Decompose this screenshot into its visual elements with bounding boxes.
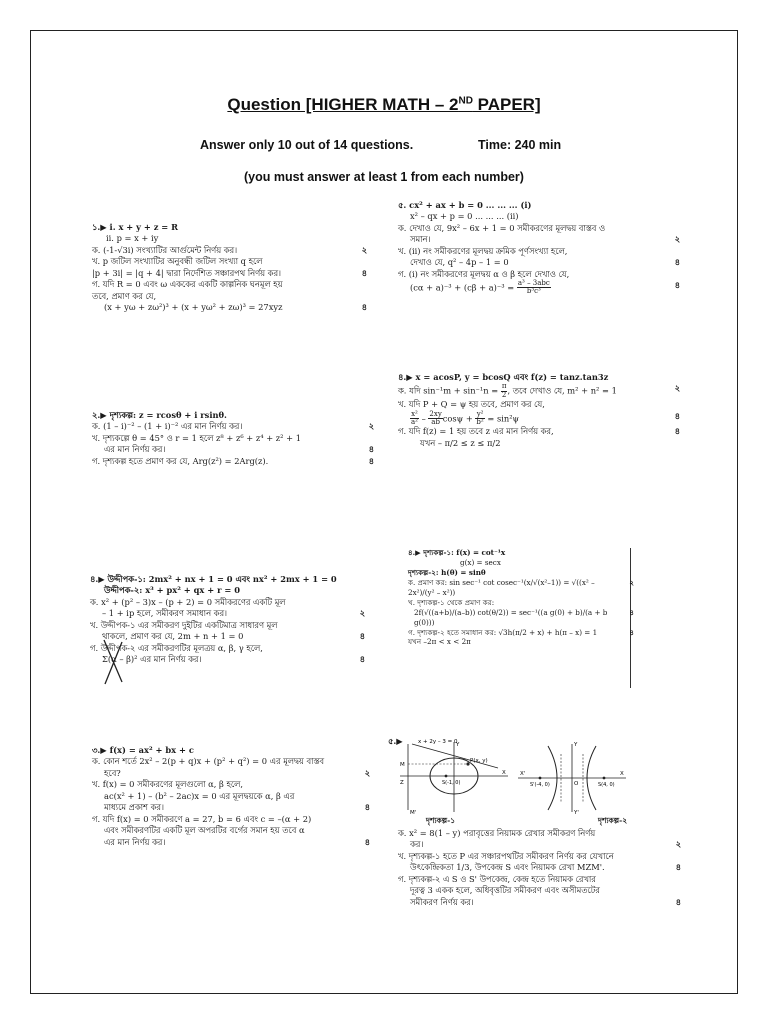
part-b: খ. উদ্দীপক-১ এর সমীকরণ দুইটির একটিমাত্র সাধারণ মূল xyxy=(90,619,278,630)
figures xyxy=(388,736,628,816)
question-1 xyxy=(92,222,367,314)
svg-text:x + 2y – 3 = 0: x + 2y – 3 = 0 xyxy=(418,739,458,745)
stem-line: দৃশ্যকল্প: z = rcosθ + i rsinθ. xyxy=(109,410,227,420)
part-a: ক. x² + (p² – 3)x – (p + 2) = 0 সমীকরণের একটি মূল xyxy=(90,596,286,607)
part-c: গ. উদ্দীপক-২ এর সমীকরণটির মূলত্রয় α, β, γ হলে, xyxy=(90,642,263,653)
part-c: গ. যদি f(z) = 1 হয় তবে z এর মান নির্ণয় কর, ৪ xyxy=(398,426,680,437)
question-8 xyxy=(388,736,681,908)
part-c-cont: Σ(α – β)² এর মান নির্ণয় কর। ৪ xyxy=(102,654,365,665)
svg-text:X: X xyxy=(620,771,624,777)
part-b-formula: $\frac{\text{x²}}{\text{a²}}$ – $\frac{2xy}{ab}$ cosψ + $\frac{\text{y²}}{\text{b²}}$ = sin²ψ ৪ xyxy=(411,409,680,426)
mark: ৪ xyxy=(675,862,681,873)
figure-2-label: দৃশ্যকল্প-২ xyxy=(598,816,628,825)
stem-line: উদ্দীপক-২: x³ + px² + qx + r = 0 xyxy=(104,585,240,596)
mark: ২ xyxy=(364,767,370,778)
part-c-cont: তবে, প্রমাণ কর যে, xyxy=(92,290,157,301)
figure-1-label: দৃশ্যকল্প-১ xyxy=(426,816,456,825)
part-c-formula: (cα + a)⁻³ + (cβ + a)⁻³ = $\frac{\text{a³ – 3abc}}{\text{b³c³}}$ ৪ xyxy=(410,279,680,296)
svg-text:O: O xyxy=(574,781,579,787)
svg-text:Y: Y xyxy=(574,742,578,748)
part-a: ক. x² = 8(1 – y) পরাবৃত্তের নিয়ামক রেখার সমীকরণ নির্ণয় xyxy=(398,828,596,838)
mark: ২ xyxy=(368,421,374,432)
svg-text:S'(-4, 0): S'(-4, 0) xyxy=(530,782,550,788)
part-a-cont: – 1 + ip হলে, সমীকরণ সমাধান কর। ২ xyxy=(102,608,365,619)
mark: ৪ xyxy=(674,426,680,437)
question-7 xyxy=(408,548,634,647)
part-c: গ. দৃশ্যকল্প হতে প্রমাণ কর যে, Arg(z²) = 2Arg(z). ৪ xyxy=(92,455,374,466)
part-b-cont: ac(x² + 1) – (b² – 2ac)x = 0 এর মূলদ্বয়কে α, β এর xyxy=(104,790,295,801)
equation-ii: x² – qx + p = 0 ... ... ... (ii) xyxy=(410,211,519,222)
mark: ৪ xyxy=(674,410,680,421)
part-a: ক. কোন শর্তে 2x² – 2(p + q)x + (p² + q²) = 0 এর মূলদ্বয় বাস্তব xyxy=(92,756,325,767)
question-number: ৪.▶ xyxy=(408,548,421,557)
svg-text:S(4, 0): S(4, 0) xyxy=(598,782,615,788)
question-6 xyxy=(398,372,680,449)
question-5 xyxy=(398,200,680,296)
svg-text:X': X' xyxy=(520,771,526,777)
mark: ৪ xyxy=(674,257,680,268)
svg-text:M: M xyxy=(400,762,405,768)
question-number: ৩.▶ xyxy=(92,745,107,755)
stem-line: i. x + y + z = R xyxy=(109,222,179,232)
part-c-cont: এবং সমীকরণটির একটি মূল অপরটির বর্গের সমান হয় তবে α xyxy=(104,825,305,836)
mark: ২ xyxy=(675,839,681,850)
part-b-cont: এর মান নির্ণয় কর। ৪ xyxy=(104,444,374,455)
mark: ৪ xyxy=(629,607,634,617)
part-b: খ. দৃশ্যকল্প-১ থেকে প্রমাণ কর: xyxy=(408,597,495,607)
part-b: খ. যদি P + Q = ψ হয় তবে, প্রমাণ কর যে, xyxy=(398,399,545,410)
mark: ২ xyxy=(629,577,634,587)
question-4 xyxy=(92,745,370,848)
mark: ৪ xyxy=(675,896,681,907)
part-b-formula: 2f(√((a+b)/(a–b)) cot(θ/2)) = sec⁻¹((a g(0) + b)/(a + b g(0))) ৪ xyxy=(414,607,634,627)
instruction-text: Answer only 10 out of 14 questions. xyxy=(200,138,414,152)
part-c-cont: এর মান নির্ণয় কর। ৪ xyxy=(104,836,370,847)
question-number: ২.▶ xyxy=(92,410,107,420)
question-2 xyxy=(92,410,374,467)
part-b: খ. (ii) নং সমীকরণের মূলদ্বয় ক্রমিক পূর্ণসংখ্যা হলে, xyxy=(398,245,568,256)
stem-line: উদ্দীপক-১: 2mx² + nx + 1 = 0 এবং nx² + 2mx + 1 = 0 xyxy=(107,574,337,584)
time-text: Time: 240 min xyxy=(478,138,562,152)
part-a-cont: কর। ২ xyxy=(410,839,681,850)
part-c-cont: সমীকরণ নির্ণয় কর। ৪ xyxy=(410,896,681,907)
equation-i: cx² + ax + b = 0 ... ... ... (i) xyxy=(409,200,532,210)
stem-line: g(x) = secx xyxy=(460,557,501,567)
part-b-cont: |p + 3i| = |q + 4| দ্বারা নির্দেশিত সঞ্চারপথ নির্ণয় কর। ৪ xyxy=(92,267,367,278)
part-b: খ. দৃশ্যকল্প-১ হতে P এর সঞ্চারপথটির সমীকরণ নির্ণয় কর যেখানে xyxy=(398,850,614,861)
part-b: খ. দৃশ্যকল্পে θ = 45° ও r = 1 হলে z⁸ + z⁶ + z⁴ + z² + 1 xyxy=(92,432,302,443)
svg-text:S(-1, 0): S(-1, 0) xyxy=(442,780,461,786)
mark: ৪ xyxy=(629,627,634,637)
part-a: ক. দেখাও যে, 9x² – 6x + 1 = 0 সমীকরণের মূলদ্বয় বাস্তব ও xyxy=(398,222,606,233)
stem-line: f(x) = ax² + bx + c xyxy=(109,745,194,755)
mark: ২ xyxy=(674,234,680,245)
part-c-cont: দূরত্ব 3 একক হলে, অধিবৃত্তটির সমীকরণ এবং অসীমতটের xyxy=(410,885,600,896)
mark: ২ xyxy=(359,608,365,619)
stem-line: x = acosP, y = bcosQ এবং f(z) = tanz.tan3z xyxy=(415,372,609,382)
mark: ৪ xyxy=(368,444,374,455)
stem-line: দৃশ্যকল্প-১: f(x) = cot⁻¹x xyxy=(423,548,506,557)
part-c-formula: (x + yω + zω²)³ + (x + yω² + zω)³ = 27xyz ৪ xyxy=(104,302,367,313)
part-a-cont: হবে? ২ xyxy=(104,767,370,778)
part-a: ক. প্রমাণ কর: sin sec⁻¹ cot cosec⁻¹(x/√(x²–1)) = √((x² – 2x²)/(y² – x²)) ২ xyxy=(408,577,634,597)
stem-line: দৃশ্যকল্প-২: h(θ) = sinθ xyxy=(408,567,486,577)
mark: ৪ xyxy=(364,802,370,813)
question-number: ১.▶ xyxy=(92,222,107,232)
part-c: গ. যদি R = 0 এবং ω এককের একটি কাল্পনিক ঘনমূল হয় xyxy=(92,279,283,290)
part-b-cont: দেখাও যে, q² – 4p – 1 = 0 ৪ xyxy=(410,257,680,268)
part-b-cont: উৎকেন্দ্রিকতা 1/3, উপকেন্দ্র S এবং নিয়ামক রেখা MZM'. ৪ xyxy=(410,862,681,873)
mark: ২ xyxy=(674,383,680,394)
mark: ৪ xyxy=(361,302,367,313)
part-b-cont: থাকলে, প্রমাণ কর যে, 2m + n + 1 = 0 ৪ xyxy=(102,631,365,642)
graph-figure xyxy=(398,738,628,816)
part-c: গ. দৃশ্যকল্প-২ এ S ও S' উপকেন্দ্র, কেন্দ্র হতে নিয়ামক রেখার xyxy=(398,873,596,884)
part-c: গ. যদি f(x) = 0 সমীকরণে a = 27, b = 6 এবং c = –(α + 2) xyxy=(92,813,312,824)
part-a: ক. যদি sin⁻¹m + sin⁻¹n = $\frac{\pi}{2}$ , তবে দেখাও যে, m² + n² = 1 ২ xyxy=(398,382,680,399)
part-c-cont: যখন – π/2 ≤ z ≤ π/2 xyxy=(420,437,501,448)
svg-text:M': M' xyxy=(410,810,417,816)
svg-text:Y': Y' xyxy=(574,810,579,816)
svg-text:P(x, y): P(x, y) xyxy=(470,758,488,764)
svg-text:X: X xyxy=(502,770,506,776)
mark: ৪ xyxy=(364,836,370,847)
mark: ২ xyxy=(361,244,367,255)
stem-line: ii. p = x + iy xyxy=(106,233,159,244)
question-number: ৪.▶ xyxy=(398,372,413,382)
svg-text:Z: Z xyxy=(400,780,404,786)
question-number: ৫. xyxy=(398,200,407,210)
mark: ৪ xyxy=(368,455,374,466)
part-a: ক. (1 – i)⁻² – (1 + i)⁻² এর মান নির্ণয় কর। ২ xyxy=(92,421,374,432)
part-c: গ. দৃশ্যকল্প-২ হতে সমাধান কর: √3h(π/2 + x) + h(π – x) = 1 ৪ xyxy=(408,627,634,637)
mark: ৪ xyxy=(361,267,367,278)
question-number: ৫.▶ xyxy=(388,736,403,746)
part-a-cont: সমান। ২ xyxy=(410,234,680,245)
note-text: (you must answer at least 1 from each number) xyxy=(244,170,524,184)
page-title: Question [HIGHER MATH – 2ND PAPER] xyxy=(227,95,541,114)
svg-text:Y: Y xyxy=(456,742,460,748)
part-b-cont: মাধ্যমে প্রকাশ কর। ৪ xyxy=(104,802,370,813)
part-a: ক. (-1-√3i) সংখ্যাটির আর্গুমেন্ট নির্ণয় কর। ২ xyxy=(92,244,367,255)
question-number: ৪.▶ xyxy=(90,574,105,584)
part-c: গ. (i) নং সমীকরণের মূলদ্বয় α ও β হলে দেখাও যে, xyxy=(398,268,570,279)
mark: ৪ xyxy=(359,631,365,642)
mark: ৪ xyxy=(674,280,680,291)
part-b: খ. p জটিল সংখ্যাটির অনুবন্ধী জটিল সংখ্যা q হলে xyxy=(92,256,263,267)
question-3 xyxy=(90,574,365,666)
part-c-cont: যখন –2π < x < 2π xyxy=(408,637,471,647)
part-b: খ. f(x) = 0 সমীকরণের মূলগুলো α, β হলে, xyxy=(92,779,244,790)
mark: ৪ xyxy=(359,654,365,665)
